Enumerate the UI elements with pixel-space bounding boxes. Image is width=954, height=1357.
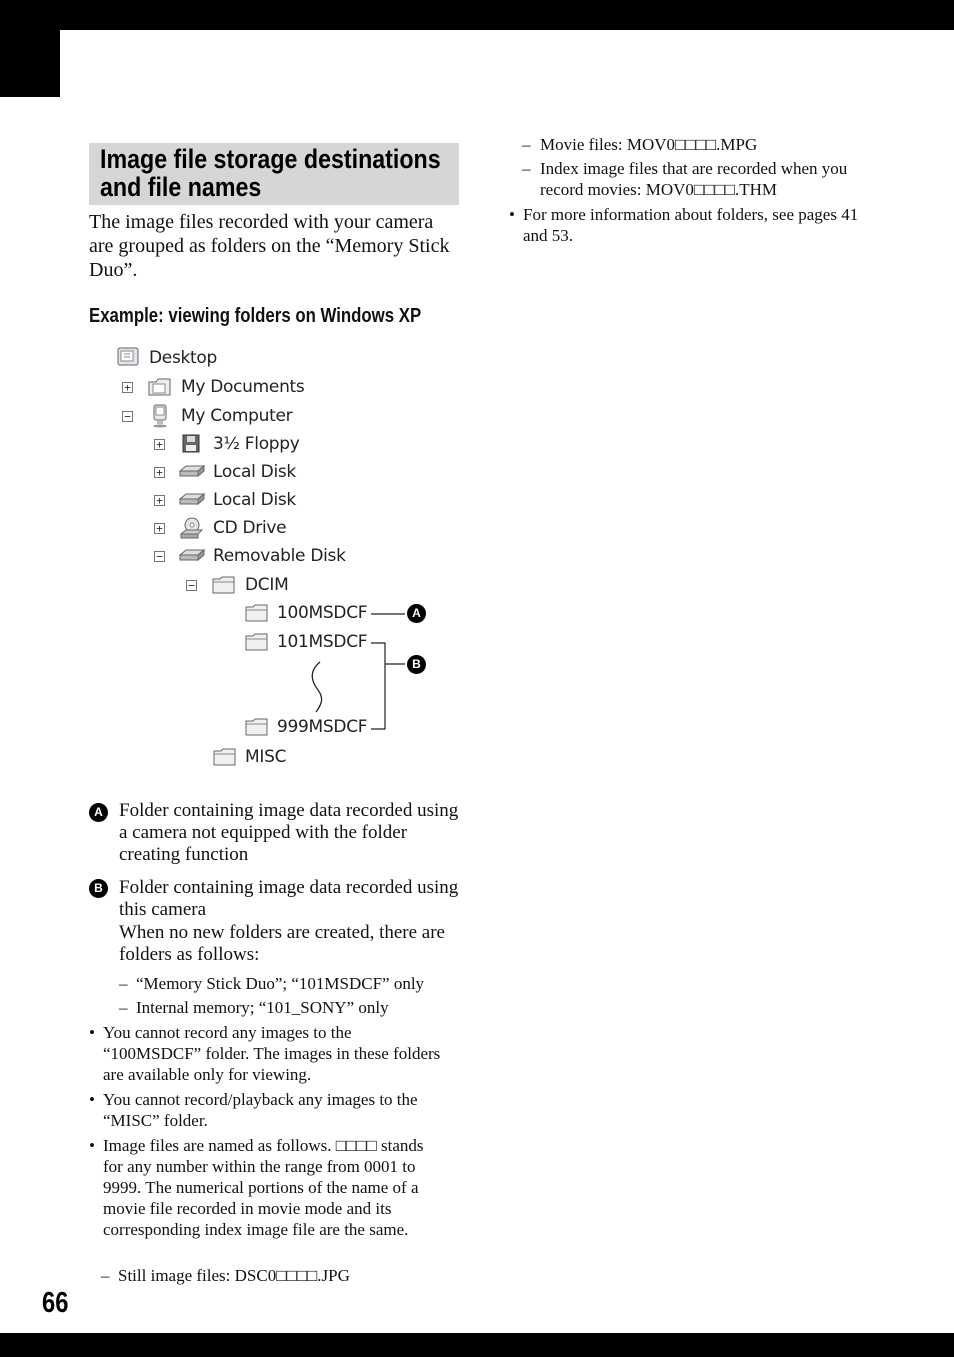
tree-item-desktop[interactable]: Desktop xyxy=(115,346,375,372)
bullet-item: • Image files are named as follows. □□□□ stands for any number within the range from 0001 to 9999. The numerical portions of the name of a movie file recorded in movie mode and its corresponding index image file are the same. xyxy=(89,1136,424,1239)
tree-item-removable-disk[interactable]: − Removable Disk xyxy=(154,544,414,570)
dash-item-movie-files: – Movie files: MOV0□□□□.MPG xyxy=(522,135,758,154)
expand-icon[interactable]: + xyxy=(154,523,165,534)
bullet-item: • You cannot record any images to the “100MSDCF” folder. The images in these folders are available only for viewing. xyxy=(89,1023,441,1084)
tree-item-local-disk[interactable]: + Local Disk xyxy=(154,460,414,486)
tree-item-dcim[interactable]: − DCIM xyxy=(186,573,386,599)
collapse-icon[interactable]: − xyxy=(122,411,133,422)
tree-item-misc[interactable]: MISC xyxy=(211,745,341,771)
bottom-bar xyxy=(0,1333,954,1357)
bullet-item: • You cannot record/playback any images to the “MISC” folder. xyxy=(89,1090,418,1130)
example-heading: Example: viewing folders on Windows XP xyxy=(89,305,422,327)
note-a-text: Folder containing image data recorded using a camera not equipped with the folder creating function xyxy=(119,800,459,865)
collapse-icon[interactable]: − xyxy=(186,580,197,591)
tree-item-101msdcf[interactable]: 101MSDCF xyxy=(243,630,373,656)
intro-paragraph: The image files recorded with your camera are grouped as folders on the “Memory Stick Duo”. xyxy=(89,211,450,281)
callout-b: B xyxy=(407,655,426,674)
note-b-text: Folder containing image data recorded using this camera xyxy=(119,877,459,920)
note-b-marker: B xyxy=(89,879,108,898)
tree-item-cd-drive[interactable]: + CD Drive xyxy=(154,516,414,542)
expand-icon[interactable]: + xyxy=(154,439,165,450)
bullet-item-more-info: • For more information about folders, see pages 41 and 53. xyxy=(509,205,859,245)
dash-item-memory-stick: – “Memory Stick Duo”; “101MSDCF” only xyxy=(119,974,425,993)
note-b-text-2: When no new folders are created, there are folders as follows: xyxy=(119,922,445,965)
tree-item-local-disk[interactable]: + Local Disk xyxy=(154,488,414,514)
tree-item-my-computer[interactable]: − My Computer xyxy=(122,404,382,430)
dash-item-index-files: – Index image files that are recorded when you record movies: MOV0□□□□.THM xyxy=(522,159,848,199)
note-b xyxy=(89,877,461,966)
note-a-marker: A xyxy=(89,803,108,822)
tree-item-100msdcf[interactable]: 100MSDCF xyxy=(243,601,373,627)
dash-item-still-image: – Still image files: DSC0□□□□.JPG xyxy=(101,1266,350,1285)
dash-item-internal-memory: – Internal memory; “101_SONY” only xyxy=(119,998,389,1017)
callout-a: A xyxy=(407,604,426,623)
continuation-wave xyxy=(312,662,321,712)
tree-item-999msdcf[interactable]: 999MSDCF xyxy=(243,715,373,741)
collapse-icon[interactable]: − xyxy=(154,551,165,562)
page-number: 66 xyxy=(42,1287,69,1319)
tree-item-floppy[interactable]: + 3½ Floppy xyxy=(154,432,414,458)
expand-icon[interactable]: + xyxy=(122,382,133,393)
expand-icon[interactable]: + xyxy=(154,467,165,478)
note-a xyxy=(89,800,461,866)
expand-icon[interactable]: + xyxy=(154,495,165,506)
tree-item-my-documents[interactable]: + My Documents xyxy=(122,375,382,401)
section-title: Image file storage destinations and file names xyxy=(100,144,441,202)
